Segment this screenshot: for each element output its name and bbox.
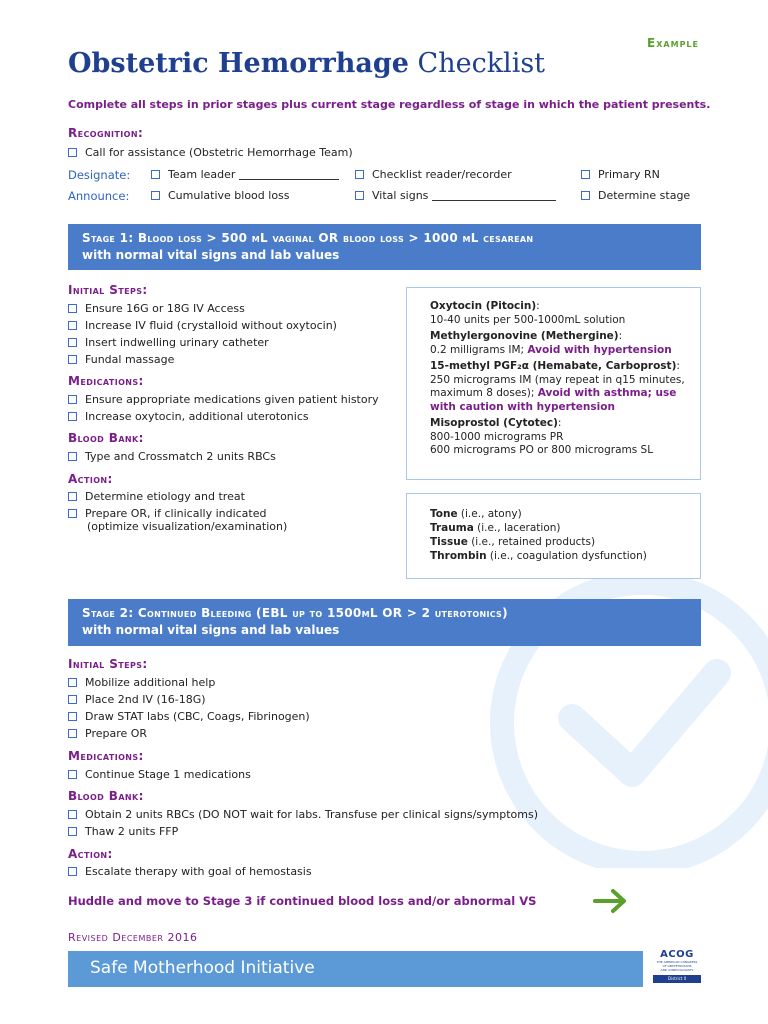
arrow-right-icon bbox=[592, 888, 630, 914]
item-label: Cumulative blood loss bbox=[168, 189, 290, 202]
checkbox[interactable] bbox=[68, 452, 77, 461]
checkbox[interactable] bbox=[68, 509, 77, 518]
cause-name: Tone bbox=[430, 508, 458, 520]
cause-name: Thrombin bbox=[430, 550, 487, 562]
item-label: Call for assistance (Obstetric Hemorrhage Team) bbox=[85, 146, 353, 159]
item-label: Checklist reader/recorder bbox=[372, 168, 512, 181]
checkbox[interactable] bbox=[68, 810, 77, 819]
methergine-name: Methylergonovine (Methergine): bbox=[430, 330, 623, 342]
checkbox[interactable] bbox=[68, 770, 77, 779]
stage1-initial-item[interactable] bbox=[68, 319, 337, 332]
dose-text: maximum 8 doses); bbox=[430, 387, 538, 399]
thrombin-line bbox=[430, 549, 700, 563]
title-bold: Obstetric Hemorrhage bbox=[68, 48, 409, 79]
stage2-banner bbox=[68, 599, 701, 646]
stage1-initial-item[interactable] bbox=[68, 336, 269, 349]
stage1-initial-item[interactable] bbox=[68, 302, 245, 315]
stage1-initial-item[interactable] bbox=[68, 353, 174, 366]
cause-name: Tissue bbox=[430, 536, 468, 548]
stage2-initial-item[interactable] bbox=[68, 693, 206, 706]
revised-date: Revised December 2016 bbox=[68, 931, 198, 944]
drug-name: 15-methyl PGF₂α (Hemabate, Carboprost) bbox=[430, 360, 677, 372]
item-label: Increase IV fluid (crystalloid without oxytocin) bbox=[85, 319, 337, 332]
stage2-action-heading: Action: bbox=[68, 847, 113, 861]
dose-text: 0.2 milligrams IM; bbox=[430, 343, 528, 356]
stage1-title: Stage 1: Blood loss > 500 mL vaginal OR blood loss > 1000 mL cesarean bbox=[82, 231, 534, 245]
cause-desc: (i.e., retained products) bbox=[467, 536, 596, 548]
checkbox[interactable] bbox=[68, 338, 77, 347]
item-label: Ensure appropriate medications given patient history bbox=[85, 393, 379, 406]
huddle-instruction: Huddle and move to Stage 3 if continued blood loss and/or abnormal VS bbox=[68, 894, 537, 908]
stage1-action-heading: Action: bbox=[68, 472, 113, 486]
item-label: Insert indwelling urinary catheter bbox=[85, 336, 269, 349]
item-label: Team leader bbox=[168, 168, 236, 181]
checkbox[interactable] bbox=[68, 355, 77, 364]
stage2-action-item[interactable] bbox=[68, 865, 312, 878]
recognition-heading: Recognition: bbox=[68, 126, 144, 140]
checkbox[interactable] bbox=[68, 304, 77, 313]
stage2-med-item[interactable] bbox=[68, 768, 251, 781]
cause-desc: (i.e., coagulation dysfunction) bbox=[486, 550, 647, 562]
acog-subtitle: THE AMERICAN CONGRESS bbox=[656, 960, 698, 964]
stage2-med-heading: Medications: bbox=[68, 749, 144, 763]
vital-signs-item[interactable] bbox=[355, 189, 556, 202]
checkbox[interactable] bbox=[355, 191, 364, 200]
oxytocin-name: Oxytocin (Pitocin): bbox=[430, 300, 540, 312]
hemabate-dose: 250 micrograms IM (may repeat in q15 minutes, bbox=[430, 373, 685, 386]
blank-line[interactable] bbox=[432, 190, 556, 201]
tissue-line bbox=[430, 535, 700, 549]
stage1-action-item[interactable] bbox=[68, 490, 245, 503]
stage2-bank-item[interactable] bbox=[68, 808, 538, 821]
checkbox[interactable] bbox=[581, 191, 590, 200]
item-label: Continue Stage 1 medications bbox=[85, 768, 251, 781]
medication-reference-box bbox=[406, 287, 701, 480]
designate-label: Designate: bbox=[68, 168, 131, 182]
item-label: Thaw 2 units FFP bbox=[85, 825, 179, 838]
stage2-initial-heading: Initial Steps: bbox=[68, 657, 148, 671]
stage2-initial-item[interactable] bbox=[68, 727, 147, 740]
oxytocin-dose: 10-40 units per 500-1000mL solution bbox=[430, 313, 626, 326]
item-label: Increase oxytocin, additional uterotonics bbox=[85, 410, 309, 423]
checkbox[interactable] bbox=[68, 695, 77, 704]
checkbox[interactable] bbox=[68, 729, 77, 738]
acog-text: ACOG bbox=[660, 949, 694, 960]
announce-label: Announce: bbox=[68, 189, 130, 203]
acog-subtitle: OF OBSTETRICIANS bbox=[662, 964, 692, 968]
stage1-bank-heading: Blood Bank: bbox=[68, 431, 144, 445]
stage1-banner bbox=[68, 224, 701, 270]
stage1-action-item[interactable] bbox=[68, 507, 267, 520]
cause-name: Trauma bbox=[430, 522, 474, 534]
checkbox[interactable] bbox=[355, 170, 364, 179]
item-label: Obtain 2 units RBCs (DO NOT wait for labs. Transfuse per clinical signs/symptoms) bbox=[85, 808, 539, 821]
district-badge: District II bbox=[653, 975, 701, 983]
checkbox[interactable] bbox=[68, 867, 77, 876]
stage2-initial-item[interactable] bbox=[68, 710, 310, 723]
drug-name: Oxytocin (Pitocin) bbox=[430, 300, 537, 312]
checklist-reader-item[interactable] bbox=[355, 168, 512, 181]
item-label: Fundal massage bbox=[85, 353, 175, 366]
checkbox[interactable] bbox=[68, 321, 77, 330]
checkbox[interactable] bbox=[68, 395, 77, 404]
cytotec-name: Misoprostol (Cytotec): bbox=[430, 417, 562, 429]
methergine-dose bbox=[430, 344, 700, 358]
page-title bbox=[68, 48, 545, 79]
drug-name: Misoprostol (Cytotec) bbox=[430, 417, 558, 429]
acog-logo bbox=[651, 949, 703, 989]
checkbox[interactable] bbox=[581, 170, 590, 179]
warning-text: Avoid with asthma; use bbox=[537, 387, 677, 399]
initiative-name: Safe Motherhood Initiative bbox=[90, 958, 315, 978]
hemabate-dose-2 bbox=[430, 387, 700, 401]
checkbox[interactable] bbox=[68, 827, 77, 836]
hemabate-name: 15-methyl PGF₂α (Hemabate, Carboprost): bbox=[430, 360, 680, 372]
item-label: Primary RN bbox=[598, 168, 660, 181]
checkbox[interactable] bbox=[151, 170, 160, 179]
item-label: Prepare OR bbox=[85, 727, 148, 740]
item-label: Mobilize additional help bbox=[85, 676, 216, 689]
checkbox[interactable] bbox=[68, 678, 77, 687]
call-assistance-item[interactable] bbox=[68, 146, 353, 159]
item-label: Ensure 16G or 18G IV Access bbox=[85, 302, 245, 315]
cause-desc: (i.e., atony) bbox=[457, 508, 522, 520]
trauma-line bbox=[430, 521, 700, 535]
checkbox[interactable] bbox=[68, 412, 77, 421]
stage2-bank-item[interactable] bbox=[68, 825, 178, 838]
cytotec-dose: 800-1000 micrograms PR bbox=[430, 430, 564, 443]
intro-text: Complete all steps in prior stages plus current stage regardless of stage in which the patient presents. bbox=[68, 98, 711, 111]
stage1-med-item[interactable] bbox=[68, 393, 379, 406]
item-label: Draw STAT labs (CBC, Coags, Fibrinogen) bbox=[85, 710, 310, 723]
item-label: Prepare OR, if clinically indicated bbox=[85, 507, 267, 520]
item-label: Type and Crossmatch 2 units RBCs bbox=[85, 450, 276, 463]
example-label: Example bbox=[647, 36, 699, 50]
team-leader-item[interactable] bbox=[151, 168, 339, 181]
checkbox[interactable] bbox=[68, 712, 77, 721]
checkbox[interactable] bbox=[68, 492, 77, 501]
stage2-bank-heading: Blood Bank: bbox=[68, 789, 144, 803]
primary-rn-item[interactable] bbox=[581, 168, 660, 181]
stage2-initial-item[interactable] bbox=[68, 676, 215, 689]
determine-stage-item[interactable] bbox=[581, 189, 690, 202]
stage2-title: Stage 2: Continued Bleeding (EBL up to 1500mL OR > 2 uterotonics) bbox=[82, 606, 508, 620]
item-label: Vital signs bbox=[372, 189, 429, 202]
cause-desc: (i.e., laceration) bbox=[473, 522, 561, 534]
stage1-subtitle: with normal vital signs and lab values bbox=[82, 248, 340, 262]
four-ts-box bbox=[406, 493, 701, 579]
cytotec-dose-2: 600 micrograms PO or 800 micrograms SL bbox=[430, 444, 654, 456]
footer-banner bbox=[68, 951, 643, 987]
checkbox[interactable] bbox=[68, 148, 77, 157]
warning-text: Avoid with hypertension bbox=[527, 343, 672, 356]
item-label: Determine stage bbox=[598, 189, 691, 202]
tone-line bbox=[430, 507, 700, 521]
stage1-med-item[interactable] bbox=[68, 410, 309, 423]
stage2-subtitle: with normal vital signs and lab values bbox=[82, 623, 340, 637]
title-light: Checklist bbox=[417, 48, 546, 79]
stage1-initial-heading: Initial Steps: bbox=[68, 283, 148, 297]
checkbox[interactable] bbox=[151, 191, 160, 200]
stage1-bank-item[interactable] bbox=[68, 450, 276, 463]
item-label: Escalate therapy with goal of hemostasis bbox=[85, 865, 312, 878]
action-note: (optimize visualization/examination) bbox=[87, 520, 288, 533]
hemabate-warning: with caution with hypertension bbox=[430, 400, 615, 413]
item-label: Place 2nd IV (16-18G) bbox=[85, 693, 206, 706]
cumulative-blood-loss-item[interactable] bbox=[151, 189, 290, 202]
drug-name: Methylergonovine (Methergine) bbox=[430, 330, 619, 342]
stage1-med-heading: Medications: bbox=[68, 374, 144, 388]
item-label: Determine etiology and treat bbox=[85, 490, 245, 503]
acog-subtitle: AND GYNECOLOGISTS bbox=[660, 968, 694, 972]
blank-line[interactable] bbox=[239, 169, 339, 180]
